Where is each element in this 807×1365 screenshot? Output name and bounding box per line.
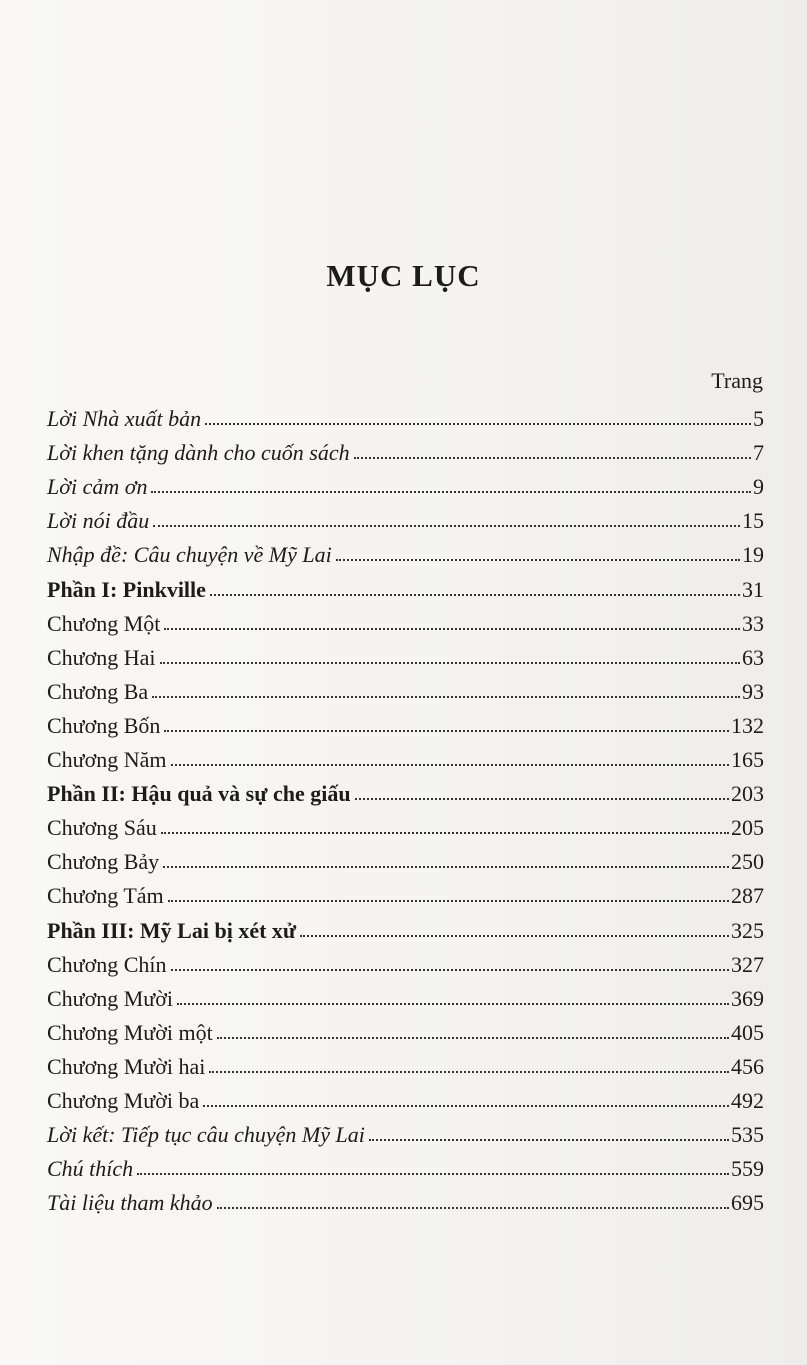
dot-leader	[161, 832, 729, 834]
toc-entry-label: Chương Mười hai	[47, 1053, 206, 1079]
toc-entry[interactable]	[47, 1182, 764, 1216]
dot-leader	[210, 594, 740, 596]
dot-leader	[137, 1173, 729, 1175]
dot-leader	[300, 935, 729, 937]
dot-leader	[171, 969, 729, 971]
toc-entry-label: Chương Năm	[47, 747, 167, 773]
toc-entry-page-number: 369	[731, 985, 764, 1011]
toc-entry-label: Chương Một	[47, 610, 161, 636]
toc-entry-page-number: 33	[742, 610, 764, 636]
dot-leader	[369, 1139, 729, 1141]
toc-entry-page-number: 19	[742, 542, 764, 568]
toc-entry[interactable]	[47, 432, 764, 466]
toc-entry-label: Lời Nhà xuất bản	[47, 406, 202, 432]
toc-entry-label: Chương Mười	[47, 985, 173, 1011]
toc-entry-page-number: 203	[731, 781, 764, 807]
toc-entry-page-number: 9	[753, 474, 764, 500]
toc-entry[interactable]	[47, 773, 764, 807]
toc-entry-page-number: 695	[731, 1190, 764, 1216]
toc-entry[interactable]	[47, 637, 764, 671]
toc-entry[interactable]	[47, 398, 764, 432]
toc-entry[interactable]	[47, 1046, 764, 1080]
toc-entry-label: Chương Sáu	[47, 815, 157, 841]
toc-entry[interactable]	[47, 705, 764, 739]
toc-entry-page-number: 132	[731, 712, 764, 738]
toc-entry-page-number: 492	[731, 1087, 764, 1113]
toc-entry-label: Lời khen tặng dành cho cuốn sách	[47, 440, 350, 466]
toc-entry[interactable]	[47, 603, 764, 637]
dot-leader	[168, 900, 729, 902]
toc-entry-label: Phần III: Mỹ Lai bị xét xử	[47, 917, 297, 943]
dot-leader	[171, 764, 730, 766]
dot-leader	[164, 628, 740, 630]
toc-entry-page-number: 250	[731, 849, 764, 875]
dot-leader	[209, 1071, 729, 1073]
dot-leader	[203, 1105, 729, 1107]
toc-entry-label: Chương Mười ba	[47, 1087, 200, 1113]
dot-leader	[152, 696, 740, 698]
toc-entry-page-number: 287	[731, 883, 764, 909]
toc-entry-label: Chương Chín	[47, 951, 167, 977]
toc-entry-page-number: 535	[731, 1122, 764, 1148]
table-of-contents	[47, 398, 764, 1216]
toc-entry[interactable]	[47, 739, 764, 773]
toc-entry[interactable]	[47, 841, 764, 875]
toc-entry-label: Lời kết: Tiếp tục câu chuyện Mỹ Lai	[47, 1122, 365, 1148]
toc-entry[interactable]	[47, 807, 764, 841]
toc-entry-page-number: 456	[731, 1053, 764, 1079]
toc-entry-label: Chương Ba	[47, 678, 149, 704]
toc-entry[interactable]	[47, 1012, 764, 1046]
toc-entry[interactable]	[47, 875, 764, 909]
toc-entry-page-number: 559	[731, 1156, 764, 1182]
toc-entry[interactable]	[47, 466, 764, 500]
toc-entry-page-number: 325	[731, 917, 764, 943]
toc-entry-page-number: 327	[731, 951, 764, 977]
dot-leader	[336, 559, 740, 561]
toc-entry-label: Chương Tám	[47, 883, 164, 909]
toc-entry-label: Chương Bốn	[47, 712, 161, 738]
toc-entry-label: Lời nói đầu	[47, 508, 150, 534]
toc-entry-page-number: 31	[742, 576, 764, 602]
toc-entry[interactable]	[47, 978, 764, 1012]
page-column-header: Trang	[711, 368, 763, 393]
toc-entry-label: Nhập đề: Câu chuyện về Mỹ Lai	[47, 542, 332, 568]
dot-leader	[205, 423, 751, 425]
toc-entry-label: Phần II: Hậu quả và sự che giấu	[47, 781, 351, 807]
toc-entry-label: Chương Hai	[47, 644, 156, 670]
toc-entry[interactable]	[47, 568, 764, 602]
toc-entry-label: Chú thích	[47, 1156, 134, 1182]
dot-leader	[217, 1037, 729, 1039]
toc-entry-label: Tài liệu tham khảo	[47, 1190, 213, 1216]
toc-entry[interactable]	[47, 909, 764, 943]
toc-entry[interactable]	[47, 500, 764, 534]
toc-entry[interactable]	[47, 944, 764, 978]
toc-entry[interactable]	[47, 1148, 764, 1182]
dot-leader	[217, 1207, 729, 1209]
toc-entry-page-number: 205	[731, 815, 764, 841]
dot-leader	[160, 662, 741, 664]
toc-entry[interactable]	[47, 534, 764, 568]
dot-leader	[163, 866, 729, 868]
dot-leader	[354, 457, 751, 459]
toc-entry-page-number: 5	[753, 406, 764, 432]
dot-leader	[164, 730, 729, 732]
toc-entry[interactable]	[47, 671, 764, 705]
toc-entry-page-number: 93	[742, 678, 764, 704]
page-title: MỤC LỤC	[326, 258, 481, 293]
toc-entry-label: Chương Mười một	[47, 1019, 213, 1045]
toc-entry-label: Chương Bảy	[47, 849, 160, 875]
toc-entry-label: Lời cảm ơn	[47, 474, 148, 500]
toc-entry[interactable]	[47, 1080, 764, 1114]
dot-leader	[153, 525, 740, 527]
toc-entry-page-number: 405	[731, 1019, 764, 1045]
toc-entry-label: Phần I: Pinkville	[47, 576, 206, 602]
toc-entry-page-number: 15	[742, 508, 764, 534]
toc-entry[interactable]	[47, 1114, 764, 1148]
toc-entry-page-number: 7	[753, 440, 764, 466]
toc-entry-page-number: 165	[731, 747, 764, 773]
dot-leader	[151, 491, 751, 493]
dot-leader	[355, 798, 729, 800]
dot-leader	[177, 1003, 729, 1005]
toc-entry-page-number: 63	[742, 644, 764, 670]
